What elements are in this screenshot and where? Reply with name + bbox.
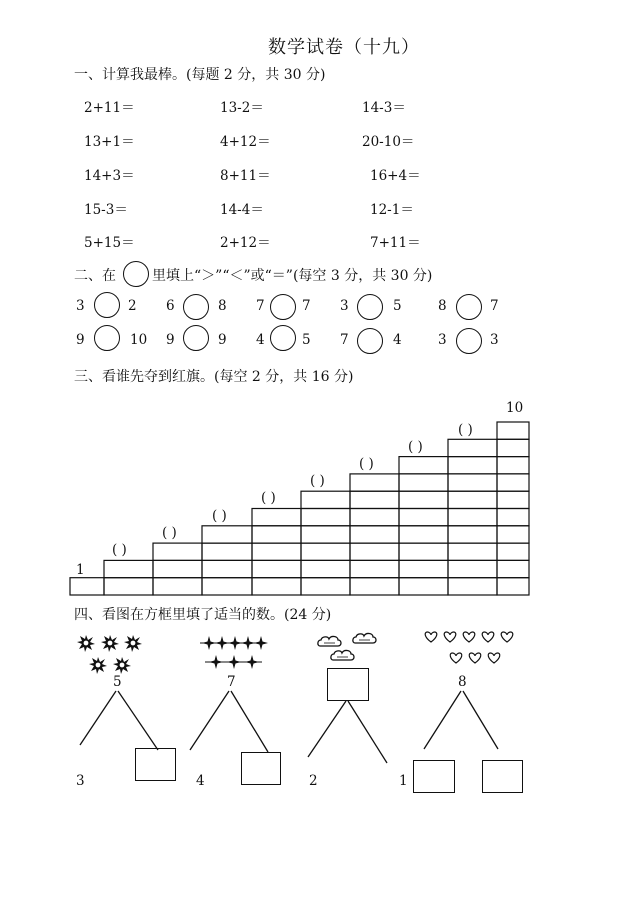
answer-box[interactable]	[413, 760, 455, 793]
four-point-star-icon	[227, 655, 241, 669]
stair-cell	[350, 578, 399, 595]
four-point-star-icon	[228, 636, 242, 650]
stair-cell	[448, 509, 497, 526]
compare-left: 3	[438, 332, 447, 348]
stair-cell	[153, 560, 202, 577]
heart-icon	[501, 632, 513, 642]
starburst-icon	[89, 657, 107, 674]
stair-cell	[399, 578, 448, 595]
compare-left: 4	[256, 332, 265, 348]
stair-cell	[301, 526, 350, 543]
stair-cell	[350, 560, 399, 577]
stair-cell	[448, 578, 497, 595]
answer-circle[interactable]	[357, 328, 383, 354]
starburst-icon	[124, 635, 142, 652]
compare-right: 3	[490, 332, 499, 348]
arith-problem: 14+3＝	[84, 168, 135, 184]
tree-left-number: 3	[76, 773, 85, 789]
answer-circle[interactable]	[94, 292, 120, 318]
stair-cell	[202, 578, 252, 595]
stair-cell	[497, 491, 529, 508]
compare-right: 5	[302, 332, 311, 348]
stair-cell	[399, 457, 448, 474]
compare-left: 7	[340, 332, 349, 348]
page-title: 数学试卷（十九）	[268, 37, 420, 58]
stair-cell	[252, 509, 301, 526]
stair-cell	[497, 560, 529, 577]
arith-problem: 4+12＝	[220, 134, 271, 150]
stair-blank[interactable]: ( )	[310, 473, 325, 489]
stair-cell	[70, 578, 104, 595]
stair-cell	[497, 526, 529, 543]
starburst-icon	[77, 635, 95, 652]
arith-problem: 16+4＝	[370, 168, 421, 184]
stair-cell	[448, 543, 497, 560]
stair-cell	[350, 526, 399, 543]
answer-circle[interactable]	[94, 325, 120, 351]
compare-right: 7	[490, 298, 499, 314]
stair-cell	[448, 439, 497, 456]
starburst-icon	[113, 657, 131, 674]
stair-cell	[350, 474, 399, 491]
compare-left: 7	[256, 298, 265, 314]
tree-top-number: 8	[458, 674, 467, 690]
tree-right-number: 1	[399, 773, 408, 789]
heart-icon	[463, 632, 475, 642]
stair-cell	[399, 560, 448, 577]
answer-circle[interactable]	[270, 294, 296, 320]
four-point-star-icon	[215, 636, 229, 650]
stair-cell	[350, 543, 399, 560]
stair-cell	[448, 491, 497, 508]
arith-problem: 20-10＝	[362, 134, 415, 150]
arith-problem: 15-3＝	[84, 202, 128, 218]
stair-cell	[252, 543, 301, 560]
answer-circle[interactable]	[183, 325, 209, 351]
stair-cell	[301, 509, 350, 526]
compare-right: 5	[393, 298, 402, 314]
answer-box[interactable]	[327, 668, 369, 701]
arith-problem: 5+15＝	[84, 235, 135, 251]
stair-blank[interactable]: ( )	[261, 490, 276, 506]
compare-left: 6	[166, 298, 175, 314]
stair-end-label: 10	[506, 400, 524, 416]
four-point-star-icon	[241, 636, 255, 650]
stair-cell	[153, 578, 202, 595]
stair-cell	[448, 474, 497, 491]
compare-left: 9	[166, 332, 175, 348]
stair-cell	[497, 439, 529, 456]
stair-cell	[301, 578, 350, 595]
stair-cell	[497, 422, 529, 439]
heart-icon	[469, 653, 481, 663]
arith-problem: 14-4＝	[220, 202, 264, 218]
heart-icon	[450, 653, 462, 663]
stair-cell	[497, 474, 529, 491]
four-point-star-icon	[245, 655, 259, 669]
compare-left: 9	[76, 332, 85, 348]
tree-top-number: 7	[227, 674, 236, 690]
stair-blank[interactable]: ( )	[458, 422, 473, 438]
starburst-icon	[101, 635, 119, 652]
arith-problem: 7+11＝	[370, 235, 421, 251]
answer-circle[interactable]	[456, 328, 482, 354]
compare-right: 9	[218, 332, 227, 348]
stair-cell	[399, 491, 448, 508]
cloud-icon	[318, 636, 341, 646]
compare-right: 8	[218, 298, 227, 314]
arith-problem: 14-3＝	[362, 100, 406, 116]
stair-blank[interactable]: ( )	[162, 525, 177, 541]
stair-cell	[448, 457, 497, 474]
stair-cell	[301, 543, 350, 560]
stair-cell	[301, 560, 350, 577]
stair-cell	[202, 543, 252, 560]
heading-circle-icon	[123, 261, 149, 287]
stair-cell	[252, 578, 301, 595]
four-point-star-icon	[209, 655, 223, 669]
heart-icon	[488, 653, 500, 663]
stair-cell	[252, 526, 301, 543]
compare-right: 4	[393, 332, 402, 348]
stair-cell	[202, 560, 252, 577]
answer-box[interactable]	[135, 748, 176, 781]
stair-cell	[202, 526, 252, 543]
compare-right: 10	[130, 332, 148, 348]
compare-right: 7	[302, 298, 311, 314]
arith-problem: 8+11＝	[220, 168, 271, 184]
stair-cell	[448, 560, 497, 577]
arith-problem: 13+1＝	[84, 134, 135, 150]
arith-problem: 13-2＝	[220, 100, 264, 116]
answer-box[interactable]	[241, 752, 281, 785]
heart-icon	[482, 632, 494, 642]
compare-right: 2	[128, 298, 137, 314]
stair-cell	[104, 560, 153, 577]
arith-problem: 12-1＝	[370, 202, 414, 218]
compare-left: 3	[76, 298, 85, 314]
arith-problem: 2+11＝	[84, 100, 135, 116]
heart-icon	[425, 632, 437, 642]
cloud-icon	[353, 633, 376, 643]
compare-left: 8	[438, 298, 447, 314]
stair-cell	[350, 509, 399, 526]
stair-blank[interactable]: ( )	[408, 439, 423, 455]
stair-cell	[399, 474, 448, 491]
heart-icon	[444, 632, 456, 642]
section1-heading: 一、计算我最棒。(每题 2 分，共 30 分)	[74, 67, 326, 83]
tree-left-number: 4	[196, 773, 205, 789]
stair-start-label: 1	[76, 562, 85, 578]
stair-cell	[497, 509, 529, 526]
section2-heading-end: 里填上“＞”“＜”或“＝”(每空 3 分，共 30 分)	[152, 268, 433, 284]
stair-cell	[252, 560, 301, 577]
four-point-star-icon	[202, 636, 216, 650]
answer-circle[interactable]	[456, 294, 482, 320]
stair-cell	[350, 491, 399, 508]
stair-cell	[448, 526, 497, 543]
section2-heading-start: 二、在	[74, 268, 116, 284]
compare-left: 3	[340, 298, 349, 314]
answer-circle[interactable]	[183, 294, 209, 320]
stair-blank[interactable]: ( )	[359, 456, 374, 472]
section4-heading: 四、看图在方框里填了适当的数。(24 分)	[74, 607, 332, 623]
stair-cell	[399, 543, 448, 560]
stair-cell	[497, 578, 529, 595]
answer-box[interactable]	[482, 760, 523, 793]
stair-cell	[399, 526, 448, 543]
cloud-icon	[331, 650, 354, 660]
stair-cell	[497, 543, 529, 560]
stair-cell	[153, 543, 202, 560]
answer-circle[interactable]	[270, 325, 296, 351]
stair-blank[interactable]: ( )	[212, 508, 227, 524]
answer-circle[interactable]	[357, 294, 383, 320]
tree-top-number: 5	[113, 674, 122, 690]
section3-heading: 三、看谁先夺到红旗。(每空 2 分，共 16 分)	[74, 369, 354, 385]
stair-cell	[497, 457, 529, 474]
tree-left-number: 2	[309, 773, 318, 789]
stair-cell	[104, 578, 153, 595]
arith-problem: 2+12＝	[220, 235, 271, 251]
stair-cell	[399, 509, 448, 526]
stair-blank[interactable]: ( )	[112, 542, 127, 558]
four-point-star-icon	[254, 636, 268, 650]
stair-cell	[301, 491, 350, 508]
